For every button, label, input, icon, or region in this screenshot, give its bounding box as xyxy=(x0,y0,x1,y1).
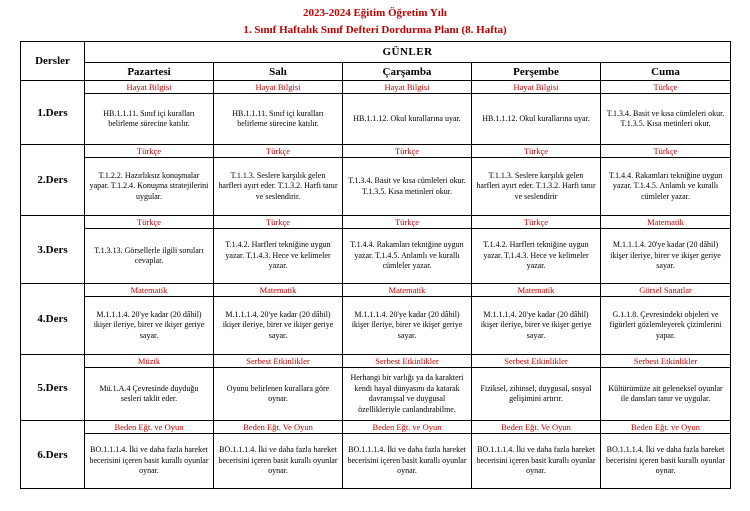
lesson-cell xyxy=(214,81,343,145)
lesson-row xyxy=(21,145,731,216)
learning-outcome-text: BO.1.1.1.4. İki ve daha fazla hareket becerisini içeren basit kurallı oyunlar oynar. xyxy=(347,445,467,476)
learning-outcome-text: T.1.1.3. Seslere karşılık gelen harfleri ayırt eder. T.1.3.2. Harfi tanır ve seslendirir. xyxy=(218,170,338,201)
lesson-cell xyxy=(85,421,214,489)
learning-outcome-text: Oyunu belirlenen kurallara göre oynar. xyxy=(226,383,330,403)
lesson-row xyxy=(21,216,731,284)
subject-label: Hayat Bilgisi xyxy=(343,81,471,94)
lesson-cell xyxy=(85,81,214,145)
learning-outcome-text: Mü.1.A.4 Çevresinde duyduğu sesleri taklit eder. xyxy=(99,383,199,403)
subject-label: Beden Eğt. ve Oyun xyxy=(85,421,213,434)
subject-label: Matematik xyxy=(601,216,730,229)
learning-outcome-text: T.1.2.2. Hazırlıksız konuşmalar yapar. T.1.2.4. Konuşma stratejilerini uygular. xyxy=(89,170,209,201)
day-header-pazartesi: Pazartesi xyxy=(85,63,214,81)
learning-outcome-text: HB.1.1.11. Sınıf içi kuralları belirleme sürecine katılır. xyxy=(232,108,324,128)
lesson-cell xyxy=(343,355,472,421)
lesson-cell xyxy=(214,355,343,421)
lesson-row xyxy=(21,421,731,489)
day-header-persembe: Perşembe xyxy=(472,63,601,81)
learning-outcome-text: HB.1.1.11. Sınıf içi kuralları belirleme sürecine katılır. xyxy=(103,108,195,128)
lesson-cell xyxy=(601,421,731,489)
lesson-cell xyxy=(85,355,214,421)
lesson-cell xyxy=(601,355,731,421)
subject-label: Türkçe xyxy=(472,145,600,158)
subject-label: Matematik xyxy=(343,284,471,297)
learning-outcome-text: M.1.1.1.4. 20'ye kadar (20 dâhil) ikişer ileriye, birer ve ikişer geriye sayar. xyxy=(610,240,721,271)
lesson-label: 4.Ders xyxy=(21,284,85,355)
lesson-cell xyxy=(472,216,601,284)
learning-outcome-text: BO.1.1.1.4. İki ve daha fazla hareket becerisini içeren basit kurallı oyunlar oynar. xyxy=(605,445,726,476)
learning-outcome-text: T.1.4.4. Rakamları tekniğine uygun yazar. T.1.4.5. Anlamlı ve kurallı cümleler yazar. xyxy=(608,170,723,201)
lesson-cell xyxy=(85,145,214,216)
header-row-days xyxy=(21,63,731,81)
subject-label: Hayat Bilgisi xyxy=(472,81,600,94)
lesson-cell xyxy=(472,81,601,145)
lesson-cell xyxy=(214,284,343,355)
lesson-label: 2.Ders xyxy=(21,145,85,216)
lesson-cell xyxy=(343,284,472,355)
subject-label: Beden Eğt. Ve Oyun xyxy=(472,421,600,434)
weekly-plan-table xyxy=(20,41,731,489)
learning-outcome-text: Herhangi bir varlığı ya da karakteri kendi hayal dünyasını da katarak davranışsal ve duygusal özellikleriyle canlandırabilme. xyxy=(350,373,464,414)
gunler-header: GÜNLER xyxy=(85,42,731,63)
day-header-carsamba: Çarşamba xyxy=(343,63,472,81)
lesson-cell xyxy=(85,216,214,284)
lesson-label: 1.Ders xyxy=(21,81,85,145)
lesson-cell xyxy=(343,421,472,489)
learning-outcome-text: T.1.4.4. Rakamları tekniğine uygun yazar. T.1.4.5. Anlamlı ve kurallı cümleler yazar. xyxy=(350,240,464,271)
lesson-cell xyxy=(601,284,731,355)
lesson-row xyxy=(21,284,731,355)
lesson-cell xyxy=(472,421,601,489)
learning-outcome-text: T.1.1.3. Seslere karşılık gelen harfleri ayırt eder. T.1.3.2. Harfi tanır ve seslendirir xyxy=(476,170,596,201)
lesson-cell xyxy=(85,284,214,355)
lesson-label: 5.Ders xyxy=(21,355,85,421)
learning-outcome-text: M.1.1.1.4. 20'ye kadar (20 dâhil) ikişer ileriye, birer ve ikişer geriye sayar. xyxy=(222,309,334,340)
subject-label: Türkçe xyxy=(85,145,213,158)
header-row-gunler xyxy=(21,42,731,63)
subject-label: Türkçe xyxy=(214,216,342,229)
lesson-cell xyxy=(472,145,601,216)
learning-outcome-text: T.1.4.2. Harfleri tekniğine uygun yazar. T.1.4.3. Hece ve kelimeler yazar. xyxy=(483,240,589,271)
subject-label: Matematik xyxy=(214,284,342,297)
learning-outcome-text: T.1.3.4. Basit ve kısa cümleleri okur. T.1.3.5. Kısa metinleri okur. xyxy=(606,108,725,128)
lesson-cell xyxy=(214,421,343,489)
lesson-row xyxy=(21,355,731,421)
lesson-cell xyxy=(343,145,472,216)
day-header-sali: Salı xyxy=(214,63,343,81)
subject-label: Serbest Etkinlikler xyxy=(343,355,471,368)
lesson-cell xyxy=(601,216,731,284)
subject-label: Matematik xyxy=(472,284,600,297)
lesson-cell xyxy=(472,355,601,421)
plan-body xyxy=(21,81,731,489)
subject-label: Hayat Bilgisi xyxy=(214,81,342,94)
subject-label: Türkçe xyxy=(601,145,730,158)
subject-label: Beden Eğt. Ve Oyun xyxy=(214,421,342,434)
learning-outcome-text: HB.1.1.12. Okul kurallarına uyar. xyxy=(482,113,590,123)
subject-label: Türkçe xyxy=(472,216,600,229)
lesson-cell xyxy=(601,81,731,145)
learning-outcome-text: M.1.1.1.4. 20'ye kadar (20 dâhil) ikişer ileriye, birer ve ikişer geriye sayar. xyxy=(480,309,592,340)
lesson-cell xyxy=(343,81,472,145)
page-title: 2023-2024 Eğitim Öğretim Yılı xyxy=(303,7,447,19)
lesson-row xyxy=(21,81,731,145)
learning-outcome-text: HB.1.1.12. Okul kurallarına uyar. xyxy=(353,113,461,123)
lesson-label: 6.Ders xyxy=(21,421,85,489)
lesson-cell xyxy=(601,145,731,216)
lesson-label: 3.Ders xyxy=(21,216,85,284)
subject-label: Beden Eğt. ve Oyun xyxy=(343,421,471,434)
subject-label: Türkçe xyxy=(343,216,471,229)
subject-label: Beden Eğt. ve Oyun xyxy=(601,421,730,434)
lesson-cell xyxy=(214,145,343,216)
dersler-header: Dersler xyxy=(21,42,85,81)
learning-outcome-text: BO.1.1.1.4. İki ve daha fazla hareket becerisini içeren basit kurallı oyunlar oynar. xyxy=(476,445,596,476)
learning-outcome-text: M.1.1.1.4. 20'ye kadar (20 dâhil) ikişer ileriye, birer ve ikişer geriye sayar. xyxy=(351,309,463,340)
subject-label: Serbest Etkinlikler xyxy=(214,355,342,368)
learning-outcome-text: BO.1.1.1.4. İki ve daha fazla hareket becerisini içeren basit kurallı oyunlar oynar. xyxy=(218,445,338,476)
subject-label: Serbest Etkinlikler xyxy=(472,355,600,368)
learning-outcome-text: M.1.1.1.4. 20'ye kadar (20 dâhil) ikişer ileriye, birer ve ikişer geriye sayar. xyxy=(93,309,205,340)
learning-outcome-text: BO.1.1.1.4. İki ve daha fazla hareket becerisini içeren basit kurallı oyunlar oynar. xyxy=(89,445,209,476)
page-subtitle: 1. Sınıf Haftalık Sınıf Defteri Dordurma Planı (8. Hafta) xyxy=(243,24,507,36)
learning-outcome-text: T.1.3.13. Görsellerle ilgili soruları cevaplar. xyxy=(94,245,204,265)
subject-label: Müzik xyxy=(85,355,213,368)
subject-label: Serbest Etkinlikler xyxy=(601,355,730,368)
lesson-cell xyxy=(343,216,472,284)
subject-label: Matematik xyxy=(85,284,213,297)
lesson-cell xyxy=(214,216,343,284)
subject-label: Türkçe xyxy=(85,216,213,229)
learning-outcome-text: G.1.1.8. Çevresindeki objeleri ve figürleri gözlemleyerek çizimlerini yapar. xyxy=(609,309,722,340)
subject-label: Hayat Bilgisi xyxy=(85,81,213,94)
lesson-cell xyxy=(472,284,601,355)
learning-outcome-text: Kültürümüze ait geleneksel oyunlar ile dansları tanır ve uygular. xyxy=(608,383,723,403)
subject-label: Türkçe xyxy=(343,145,471,158)
subject-label: Türkçe xyxy=(214,145,342,158)
subject-label: Türkçe xyxy=(601,81,730,94)
subject-label: Görsel Sanatlar xyxy=(601,284,730,297)
learning-outcome-text: T.1.4.2. Harfleri tekniğine uygun yazar. T.1.4.3. Hece ve kelimeler yazar. xyxy=(225,240,331,271)
day-header-cuma: Cuma xyxy=(601,63,731,81)
learning-outcome-text: Fiziksel, zihinsel, duygusal, sosyal gelişimini artırır. xyxy=(480,383,592,403)
learning-outcome-text: T.1.3.4. Basit ve kısa cümleleri okur. T.1.3.5. Kısa metinleri okur. xyxy=(348,176,466,196)
